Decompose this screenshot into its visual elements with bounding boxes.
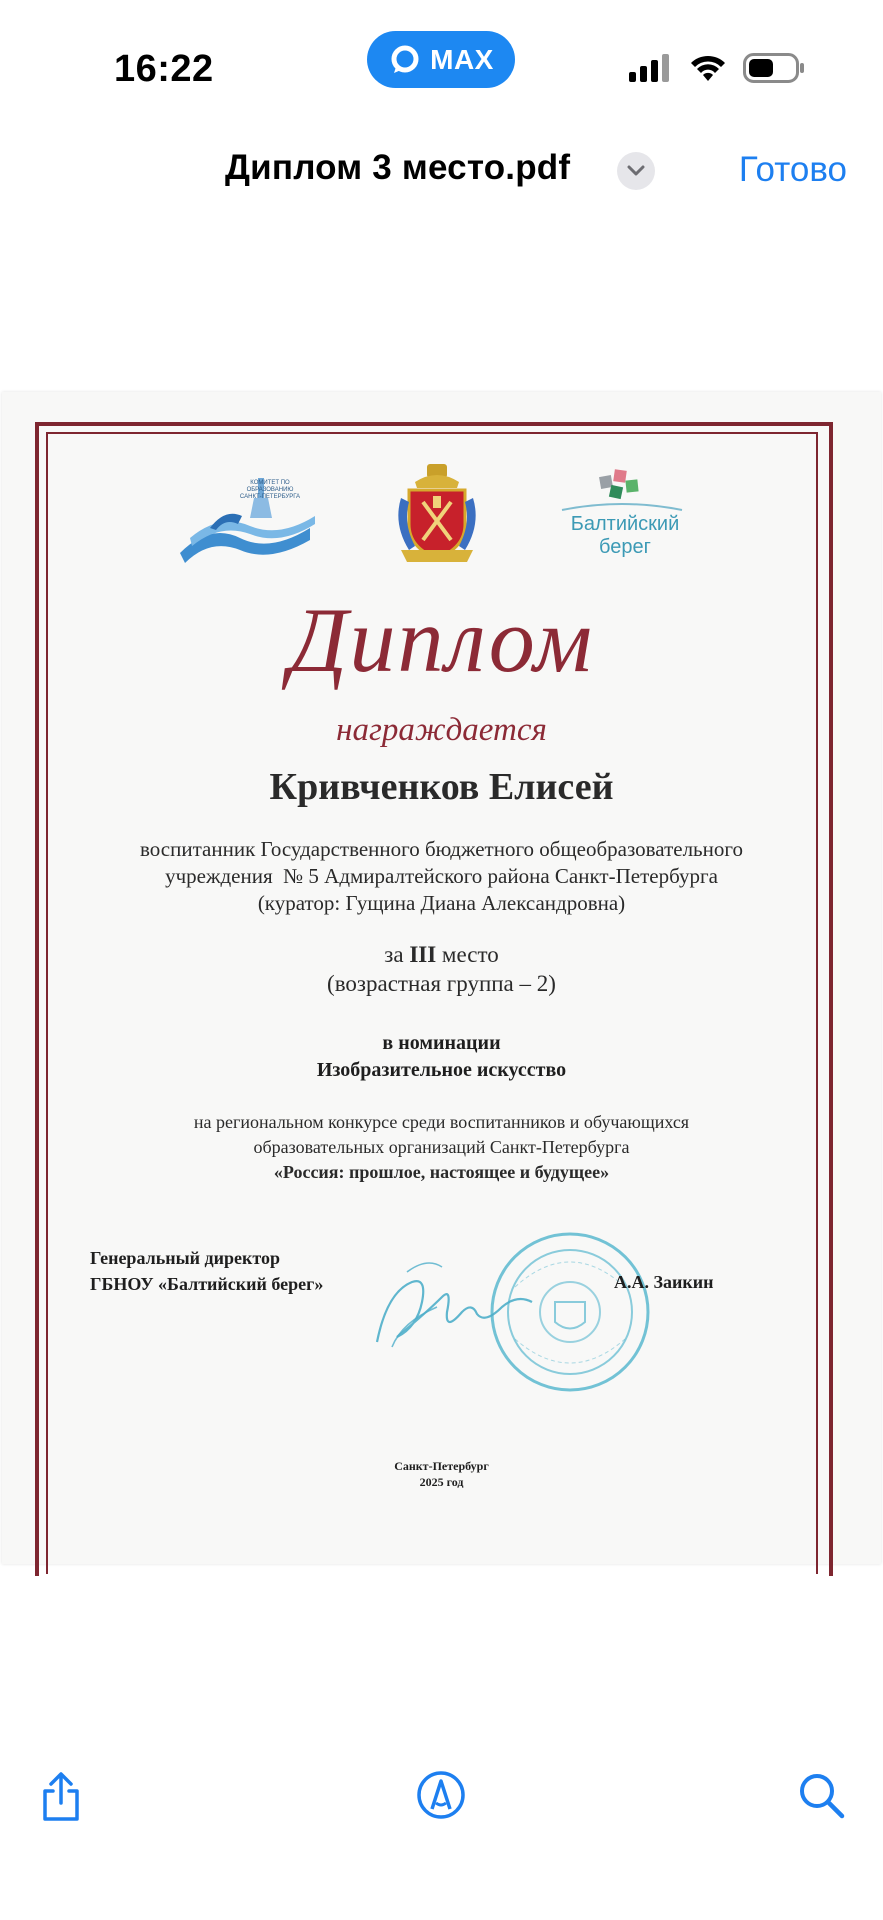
awarded-label: награждается [336, 712, 547, 748]
recipient-name: Кривченков Елисей [269, 766, 614, 808]
status-bar [0, 0, 883, 140]
document-title[interactable]: Диплом 3 место.pdf [225, 148, 571, 187]
education-committee-logo [180, 468, 320, 573]
certificate-place-date: Санкт-Петербург 2025 год [394, 1459, 489, 1489]
contest-name: «Россия: прошлое, настоящее и будущее» [273, 1162, 610, 1182]
place-award: за III место (возрастная группа – 2) [2, 940, 881, 998]
markup-button[interactable] [406, 1760, 476, 1830]
wifi-icon [689, 53, 727, 83]
baltic-logo-text: Балтийский берег [570, 513, 680, 558]
nomination-name: Изобразительное искусство [316, 1059, 567, 1081]
cellular-signal-icon [629, 54, 673, 82]
pdf-page[interactable] [2, 392, 881, 1564]
age-group: (возрастная группа – 2) [327, 971, 556, 996]
title-menu-button[interactable] [617, 152, 655, 190]
signature [367, 1252, 537, 1367]
certificate-title: Диплом [289, 589, 594, 691]
status-time: 16:22 [114, 48, 214, 90]
committee-logo-text: КОМИТЕТ ПО ОБРАЗОВАНИЮ САНКТ-ПЕТЕРБУРГА [239, 480, 301, 500]
markup-pen-icon [415, 1769, 467, 1821]
share-button[interactable] [26, 1762, 96, 1832]
search-button[interactable] [786, 1760, 856, 1830]
status-icons [629, 53, 805, 83]
contest-description: на региональном конкурсе среди воспитанников и обучающихся образовательных организаций Санкт-Петербурга «Россия: прошлое, настоящее и будущее» [2, 1110, 881, 1185]
max-label: MAX [430, 43, 494, 75]
search-icon [796, 1770, 846, 1820]
signer-role: Генеральный директор ГБНОУ «Балтийский берег» [90, 1248, 324, 1294]
nomination: в номинации Изобразительное искусство [2, 1030, 881, 1084]
coat-of-arms-logo [387, 462, 487, 572]
max-app-pill[interactable] [367, 31, 515, 88]
done-button[interactable]: Готово [738, 150, 847, 189]
certificate-logos [2, 462, 881, 572]
signer-name: А.А. Заикин [614, 1272, 714, 1292]
baltic-bereg-logo [552, 468, 692, 558]
share-icon [39, 1771, 83, 1823]
max-logo-icon [388, 43, 422, 77]
chevron-down-icon [627, 165, 645, 177]
battery-icon [743, 53, 805, 83]
recipient-description: воспитанник Государственного бюджетного общеобразовательного учреждения № 5 Адмиралтейского района Санкт-Петербурга (куратор: Гущина Диана Александровна) [140, 837, 743, 915]
